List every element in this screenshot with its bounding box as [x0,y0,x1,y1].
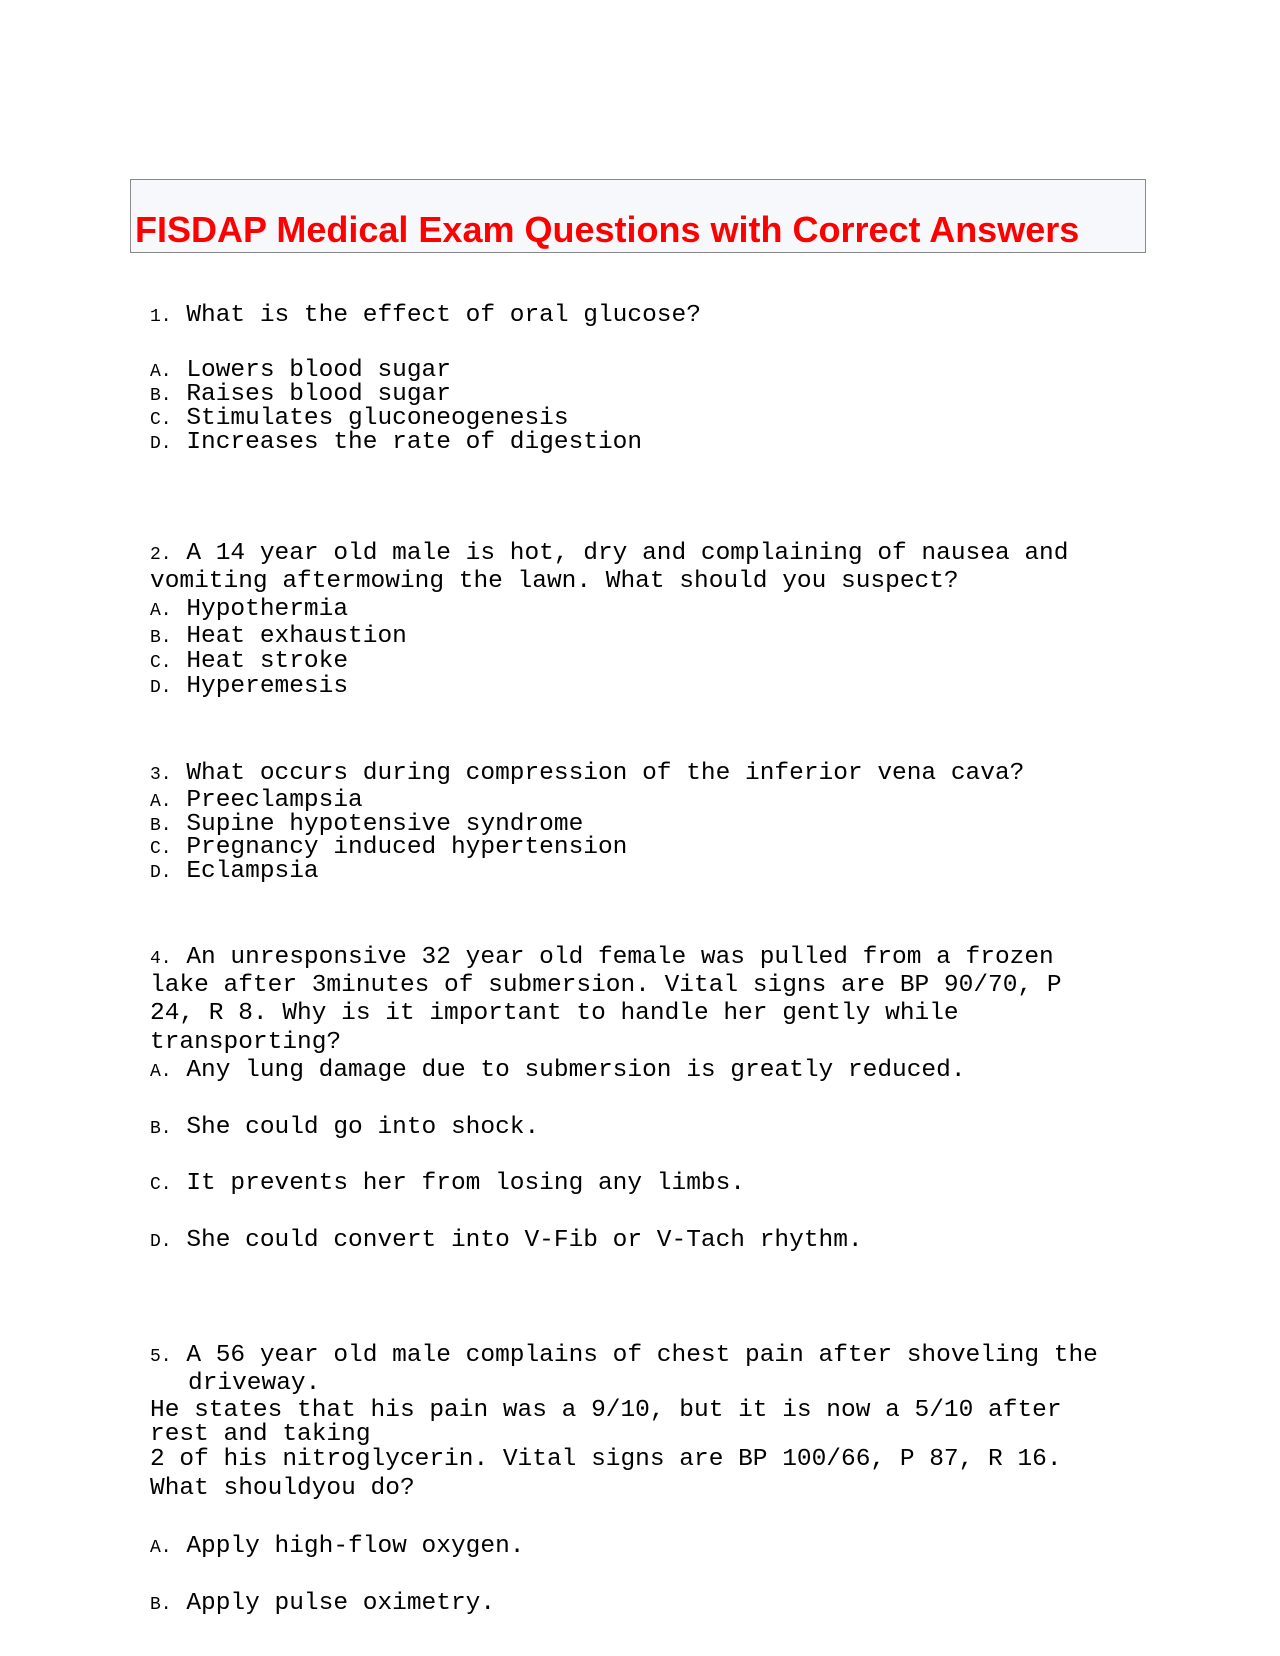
option-text: She could convert into V-Fib or V-Tach rhythm. [186,1227,863,1254]
option-text: Eclampsia [186,858,319,885]
option-text: Any lung damage due to submersion is greatly reduced. [186,1057,966,1084]
question-5-stem-line-6: What shouldyou do? [150,1475,415,1502]
option-letter: B. [150,386,172,406]
question-1-option-d [150,429,642,458]
option-letter: B. [150,1595,172,1615]
question-line: A 56 year old male complains of chest pain after shoveling the [186,1342,1098,1369]
option-letter: A. [150,1538,172,1558]
option-letter: C. [150,1175,172,1195]
option-letter: C. [150,653,172,673]
question-5-stem-line-3: He states that his pain was a 9/10, but it is now a 5/10 after [150,1397,1062,1424]
option-letter: D. [150,1232,172,1252]
question-5-stem-line-5: 2 of his nitroglycerin. Vital signs are BP 100/66, P 87, R 16. [150,1446,1062,1473]
option-letter: A. [150,792,172,812]
option-text: Hyperemesis [186,673,349,700]
option-text: It prevents her from losing any limbs. [186,1170,746,1197]
option-text: Pregnancy induced hypertension [186,834,628,861]
option-letter: A. [150,1062,172,1082]
option-text: Hypothermia [186,596,349,623]
question-5-stem-line-4: rest and taking [150,1421,371,1448]
document-title: FISDAP Medical Exam Questions with Correct Answers [135,209,1080,250]
option-text: Heat exhaustion [186,623,407,650]
question-4-option-b [150,1114,539,1143]
question-2-stem [150,540,1068,569]
question-4-stem-line-4: transporting? [150,1029,342,1056]
question-5-option-b [150,1590,495,1619]
question-4-stem-line-2: lake after 3minutes of submersion. Vital signs are BP 90/70, P [150,972,1062,999]
option-letter: A. [150,601,172,621]
option-text: Supine hypotensive syndrome [186,811,584,838]
question-2-option-a [150,596,348,625]
option-letter: B. [150,1119,172,1139]
option-letter: C. [150,839,172,859]
option-text: Apply pulse oximetry. [186,1590,496,1617]
question-3-stem [150,760,1024,789]
title-box [130,179,1146,253]
question-2-stem-line-2: vomiting aftermowing the lawn. What should you suspect? [150,568,959,595]
question-number: 1. [150,307,172,327]
option-text: She could go into shock. [186,1114,540,1141]
question-number: 2. [150,545,172,565]
question-4-stem [150,944,1054,973]
question-3-option-d [150,858,319,887]
option-letter: D. [150,678,172,698]
question-5-option-a [150,1533,524,1562]
option-text: Apply high-flow oxygen. [186,1533,525,1560]
option-letter: A. [150,362,172,382]
option-text: Stimulates gluconeogenesis [186,405,569,432]
option-letter: D. [150,434,172,454]
option-text: Increases the rate of digestion [186,429,643,456]
question-line: What is the effect of oral glucose? [186,302,701,329]
question-4-option-d [150,1227,863,1256]
question-4-option-c [150,1170,745,1199]
option-letter: D. [150,863,172,883]
option-text: Lowers blood sugar [186,357,451,384]
question-number: 3. [150,765,172,785]
question-number: 4. [150,949,172,969]
option-text: Heat stroke [186,648,349,675]
option-letter: B. [150,628,172,648]
question-2-option-d [150,673,348,702]
option-text: Raises blood sugar [186,381,451,408]
question-1-stem [150,302,701,331]
question-4-option-a [150,1057,966,1086]
question-number: 5. [150,1347,172,1367]
question-line: A 14 year old male is hot, dry and complaining of nausea and [186,540,1069,567]
option-text: Preeclampsia [186,787,363,814]
question-5-stem-line-2: driveway. [188,1370,321,1397]
option-letter: C. [150,410,172,430]
option-letter: B. [150,816,172,836]
question-5-stem [150,1342,1098,1371]
question-line: What occurs during compression of the inferior vena cava? [186,760,1025,787]
question-line: An unresponsive 32 year old female was pulled from a frozen [186,944,1054,971]
question-4-stem-line-3: 24, R 8. Why is it important to handle her gently while [150,1000,959,1027]
